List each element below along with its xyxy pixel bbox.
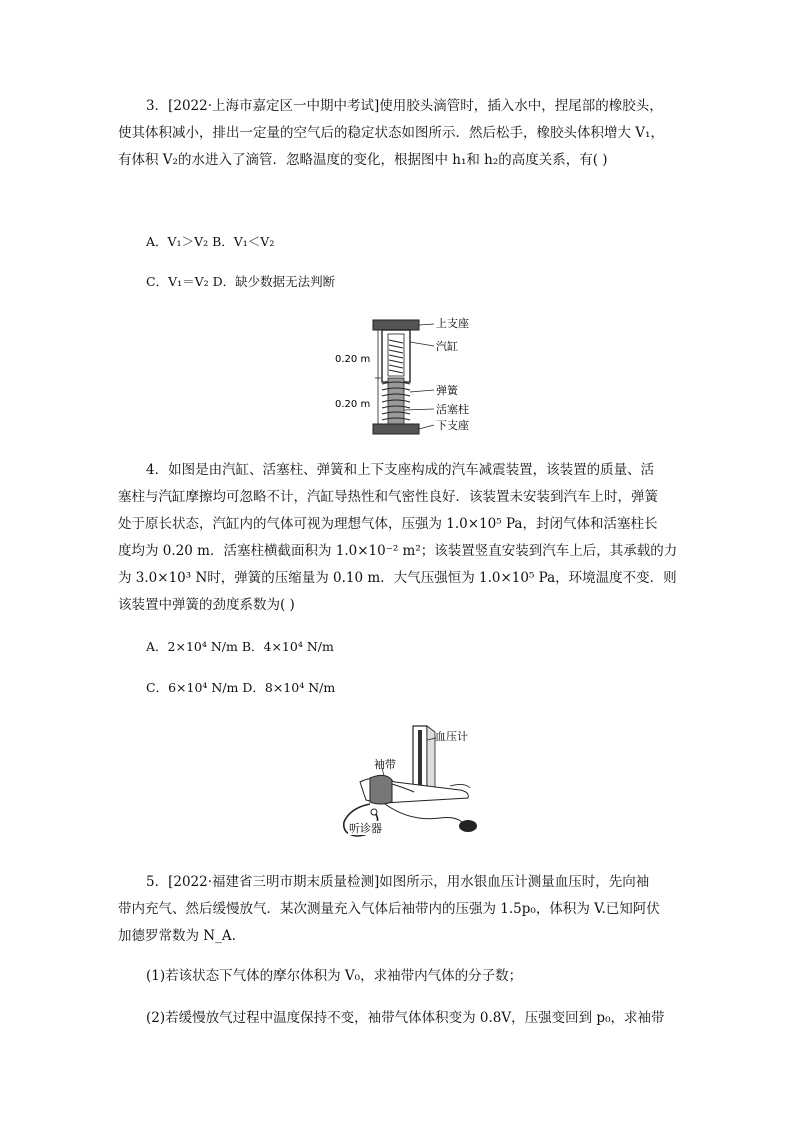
dim-upper-label: 0.20 m: [335, 354, 371, 365]
q3-line-3: 有体积 V₂的水进入了滴管．忽略温度的变化，根据图中 h₁和 h₂的高度关系，有( ): [118, 152, 608, 168]
label-cylinder: 汽缸: [436, 340, 458, 353]
label-stethoscope: 听诊器: [349, 822, 382, 835]
q4-line-6: 该装置中弹簧的劲度系数为( ): [118, 597, 295, 613]
label-upper-mount: 上支座: [436, 317, 469, 330]
label-piston-rod: 活塞柱: [436, 403, 469, 416]
q5-subquestion-1: (1)若该状态下气体的摩尔体积为 V₀，求袖带内气体的分子数；: [146, 968, 523, 984]
q3-line-1: 3．[2022·上海市嘉定区一中期中考试]使用胶头滴管时，插入水中，捏尾部的橡胶头，: [146, 98, 663, 114]
q3-line-2: 使其体积减小，排出一定量的空气后的稳定状态如图所示．然后松手，橡胶头体积增大 V₁，: [118, 125, 664, 141]
q4-options-cd: C．6×10⁴ N/m D．8×10⁴ N/m: [146, 680, 336, 695]
q5-subquestion-2: (2)若缓慢放气过程中温度保持不变，袖带气体体积变为 0.8V，压强变回到 p₀，求袖带: [146, 1010, 665, 1026]
q5-line-1: 5．[2022·福建省三明市期末质量检测]如图所示，用水银血压计测量血压时，先向袖: [146, 874, 650, 890]
q3-options-ab: A．V₁＞V₂ B．V₁＜V₂: [146, 234, 275, 249]
q5-line-3: 加德罗常数为 N_A.: [118, 928, 236, 944]
lower-mount: [373, 424, 419, 434]
blood-pressure-figure: [330, 722, 490, 842]
q5-line-2: 带内充气、然后缓慢放气．某次测量充入气体后袖带内的压强为 1.5p₀，体积为 V.已知阿伏: [118, 901, 660, 917]
q3-options-cd: C．V₁＝V₂ D．缺少数据无法判断: [146, 274, 336, 289]
q4-line-1: 4．如图是由汽缸、活塞柱、弹簧和上下支座构成的汽车减震装置，该装置的质量、活: [146, 462, 655, 478]
label-gauge: 血压计: [435, 730, 468, 743]
dim-lower-label: 0.20 m: [335, 399, 371, 410]
q4-line-3: 处于原长状态，汽缸内的气体可视为理想气体，压强为 1.0×10⁵ Pa，封闭气体和活塞柱长: [118, 516, 658, 532]
q4-line-5: 为 3.0×10³ N时，弹簧的压缩量为 0.10 m．大气压强恒为 1.0×10⁵ Pa，环境温度不变．则: [118, 570, 677, 586]
label-lower-mount: 下支座: [436, 419, 469, 432]
q4-line-2: 塞柱与汽缸摩擦均可忽略不计，汽缸导热性和气密性良好．该装置未安装到汽车上时，弹簧: [118, 489, 658, 505]
q4-options-ab: A．2×10⁴ N/m B．4×10⁴ N/m: [146, 639, 334, 654]
piston-rod: [388, 378, 404, 424]
pump-bulb: [459, 820, 477, 832]
label-cuff: 袖带: [374, 758, 396, 771]
cuff: [370, 775, 392, 804]
label-spring: 弹簧: [436, 384, 458, 397]
shock-absorber-figure: [330, 312, 490, 438]
upper-mount: [373, 320, 419, 330]
q4-line-4: 度均为 0.20 m．活塞柱横截面积为 1.0×10⁻² m²；该装置竖直安装到汽车上后，其承载的力: [118, 543, 678, 559]
